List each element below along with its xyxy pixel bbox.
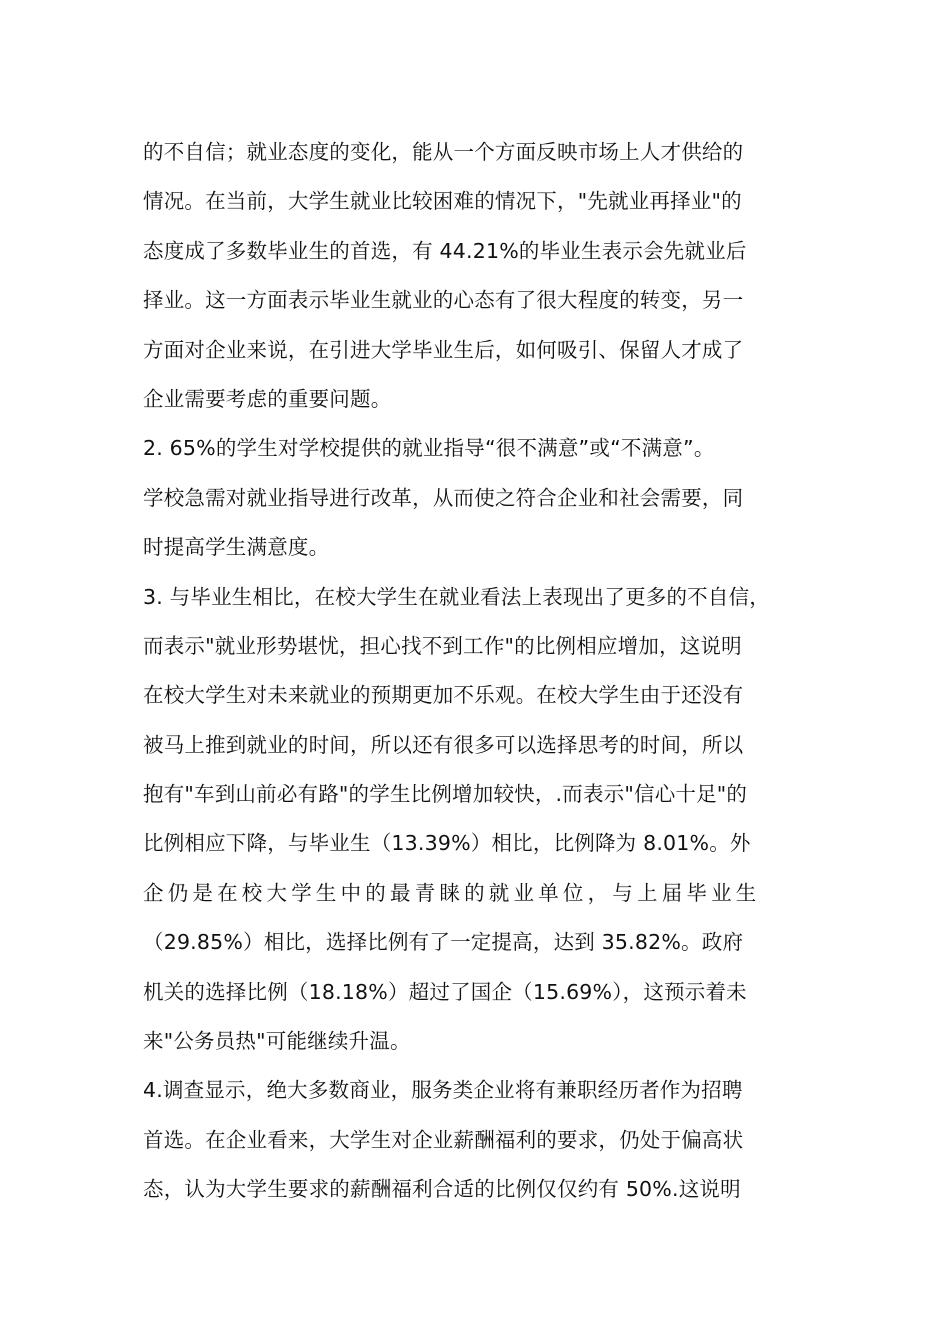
- text-line: 态，认为大学生要求的薪酬福利合适的比例仅仅约有 50%.这说明: [143, 1177, 741, 1202]
- text-line: 的不自信；就业态度的变化，能从一个方面反映市场上人才供给的: [143, 140, 744, 164]
- text-line: 企仍是在校大学生中的最青睐的就业单位，与上届毕业生: [143, 880, 761, 905]
- text-line: 方面对企业来说，在引进大学毕业生后，如何吸引、保留人才成了: [143, 337, 744, 362]
- text-line: 2. 65%的学生对学校提供的就业指导“很不满意”或“不满意”。: [143, 436, 715, 461]
- text-line: 被马上推到就业的时间，所以还有很多可以选择思考的时间，所以: [143, 732, 744, 757]
- text-line: 来"公务员热"可能继续升温。: [143, 1029, 411, 1054]
- text-line: 择业。这一方面表示毕业生就业的心态有了很大程度的转变，另一: [143, 288, 744, 313]
- body-text: [143, 128, 813, 1215]
- text-line: 4.调查显示，绝大多数商业，服务类企业将有兼职经历者作为招聘: [143, 1078, 743, 1103]
- text-line: 学校急需对就业指导进行改革，从而使之符合企业和社会需要，同: [143, 485, 744, 510]
- text-line: 3. 与毕业生相比，在校大学生在就业看法上表现出了更多的不自信，: [143, 584, 770, 609]
- text-line: 态度成了多数毕业生的首选，有 44.21%的毕业生表示会先就业后: [143, 238, 747, 263]
- text-line: 而表示"就业形势堪忧，担心找不到工作"的比例相应增加，这说明: [143, 633, 742, 658]
- text-line: （29.85%）相比，选择比例有了一定提高，达到 35.82%。政府: [143, 930, 744, 955]
- text-line: 时提高学生满意度。: [143, 535, 330, 560]
- text-line: 在校大学生对未来就业的预期更加不乐观。在校大学生由于还没有: [143, 683, 744, 708]
- text-line: 首选。在企业看来，大学生对企业薪酬福利的要求，仍处于偏高状: [143, 1127, 744, 1152]
- text-line: 比例相应下降，与毕业生（13.39%）相比，比例降为 8.01%。外: [143, 831, 751, 856]
- text-line: 抱有"车到山前必有路"的学生比例增加较快，.而表示"信心十足"的: [143, 782, 748, 807]
- text-line: 机关的选择比例（18.18%）超过了国企（15.69%），这预示着未: [143, 979, 747, 1004]
- text-line: 情况。在当前，大学生就业比较困难的情况下，"先就业再择业"的: [143, 189, 742, 214]
- text-line: 企业需要考虑的重要问题。: [143, 386, 392, 411]
